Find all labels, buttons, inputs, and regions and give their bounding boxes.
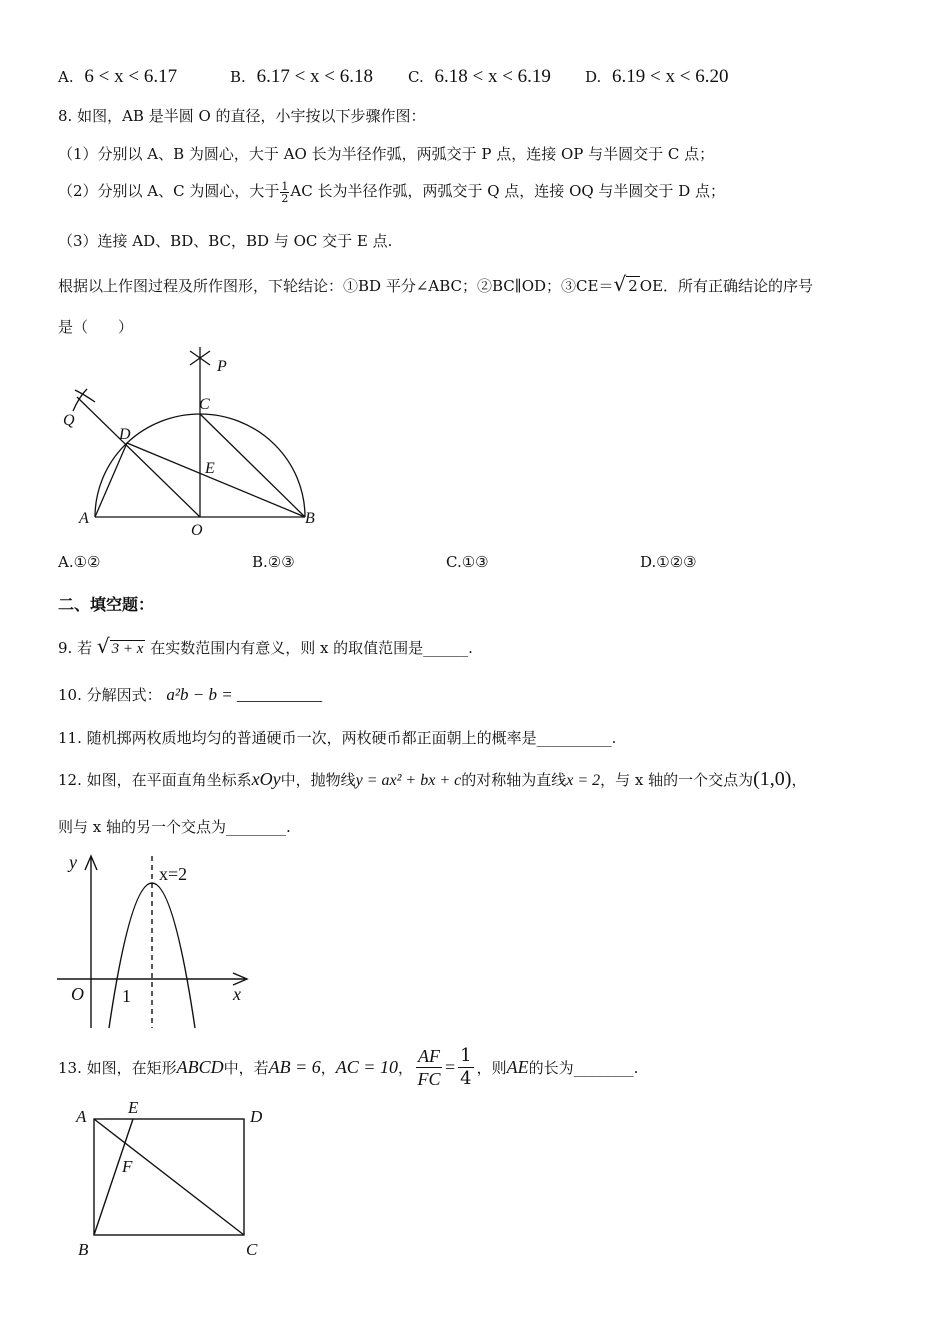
option-letter: D. bbox=[640, 553, 657, 571]
option-letter: A. bbox=[58, 68, 74, 86]
half-fraction bbox=[280, 181, 289, 204]
q12-mid1: 中，抛物线 bbox=[280, 771, 356, 789]
label-f: F bbox=[122, 1157, 133, 1176]
q7-option-d bbox=[585, 66, 728, 88]
label-b: B bbox=[305, 510, 315, 527]
q13-ab: AB = 6 bbox=[268, 1057, 321, 1077]
q13-comma1: ， bbox=[320, 1059, 336, 1077]
option-math: 6.17 < x < 6.18 bbox=[256, 66, 374, 87]
option-text: ②③ bbox=[267, 553, 295, 571]
frac-num: 1 bbox=[281, 179, 289, 193]
q8-conclusion-line2: 是（ ） bbox=[58, 318, 134, 336]
q8-step3: （3）连接 AD、BD、BC，BD 与 OC 交于 E 点. bbox=[58, 232, 393, 250]
q9-post: 在实数范围内有意义，则 x 的取值范围是______. bbox=[150, 639, 473, 657]
q13-pre: 13. 如图，在矩形 bbox=[58, 1059, 177, 1077]
q12-line2: 则与 x 轴的另一个交点为________. bbox=[58, 818, 291, 836]
frac-den: 4 bbox=[460, 1068, 472, 1089]
q12-mid3: ，与 x 轴的一个交点为 bbox=[600, 771, 754, 789]
segment-bc bbox=[200, 414, 305, 517]
option-letter: B. bbox=[252, 553, 268, 571]
q7-option-b bbox=[230, 66, 373, 88]
q8-option-a bbox=[58, 553, 101, 571]
q13-mid1: 中，若 bbox=[223, 1059, 269, 1077]
q12-axis: x = 2 bbox=[566, 772, 601, 789]
q12-end: ， bbox=[791, 771, 807, 789]
sqrt-icon: √ bbox=[613, 272, 627, 296]
label-o: O bbox=[71, 984, 84, 1004]
q10-math: a²b − b = __________ bbox=[166, 685, 322, 704]
q12-pre: 12. 如图，在平面直角坐标系 bbox=[58, 771, 252, 789]
q11: 11. 随机掷两枚质地均匀的普通硬币一次，两枚硬币都正面朝上的概率是__________. bbox=[58, 729, 617, 747]
q12-line1 bbox=[58, 768, 806, 791]
q13-post: ，则 bbox=[476, 1059, 507, 1077]
label-one: 1 bbox=[122, 986, 131, 1006]
label-c: C bbox=[199, 396, 210, 413]
option-letter: D. bbox=[585, 68, 602, 86]
label-q: Q bbox=[63, 412, 75, 429]
label-a: A bbox=[79, 510, 89, 527]
q9 bbox=[58, 634, 473, 658]
option-letter: A. bbox=[58, 553, 74, 571]
label-axis: x=2 bbox=[159, 864, 188, 884]
frac-den: FC bbox=[417, 1069, 441, 1089]
option-text: ①②③ bbox=[656, 553, 697, 571]
conclusion-pre: 根据以上作图过程及所作图形，下轮结论：①BD 平分∠ABC；②BC∥OD；③CE＝ bbox=[58, 277, 614, 295]
semicircle-figure bbox=[55, 345, 335, 540]
q7-option-c bbox=[408, 66, 551, 88]
frac-den: 2 bbox=[281, 191, 289, 205]
option-letter: C. bbox=[408, 68, 424, 86]
label-o: O bbox=[191, 522, 203, 539]
q8-step1: （1）分别以 A、B 为圆心，大于 AO 长为半径作弧，两弧交于 P 点，连接 OP 与半圆交于 C 点； bbox=[58, 145, 715, 163]
sqrt-icon: √ bbox=[96, 634, 110, 658]
step2-post: AC 长为半径作弧，两弧交于 Q 点，连接 OQ 与半圆交于 D 点； bbox=[290, 182, 725, 200]
equals-sign: = bbox=[444, 1057, 456, 1077]
label-a: A bbox=[76, 1107, 87, 1126]
rectangle-figure bbox=[70, 1095, 280, 1265]
af-fc-fraction bbox=[416, 1045, 442, 1090]
q12-point: (1,0) bbox=[753, 768, 792, 790]
q8-conclusion bbox=[58, 272, 813, 296]
q8-stem: 8. 如图，AB 是半圆 O 的直径，小宇按以下步骤作图： bbox=[58, 107, 426, 125]
q8-option-c bbox=[446, 553, 489, 571]
label-c: C bbox=[246, 1240, 258, 1259]
diagonal-ac bbox=[94, 1119, 244, 1235]
option-letter: C. bbox=[446, 553, 462, 571]
frac-num: AF bbox=[417, 1046, 440, 1066]
q13-ae: AE bbox=[506, 1057, 529, 1077]
q13 bbox=[58, 1045, 638, 1090]
label-x: x bbox=[233, 984, 241, 1004]
q7-option-a bbox=[58, 66, 177, 88]
segment-bd bbox=[127, 443, 305, 517]
q13-comma2: ， bbox=[397, 1059, 413, 1077]
label-d: D bbox=[119, 426, 131, 443]
option-text: ①③ bbox=[461, 553, 489, 571]
q9-radicand: 3 + x bbox=[111, 641, 144, 657]
label-e: E bbox=[205, 460, 215, 477]
q10 bbox=[58, 684, 322, 705]
sqrt-radicand: 2 bbox=[628, 277, 638, 295]
step2-pre: （2）分别以 A、C 为圆心，大于 bbox=[58, 182, 280, 200]
q13-ac: AC = 10 bbox=[335, 1057, 398, 1077]
option-math: 6 < x < 6.17 bbox=[84, 66, 178, 87]
option-text: ①② bbox=[73, 553, 101, 571]
q9-pre: 9. 若 bbox=[58, 639, 93, 657]
conclusion-post: OE．所有正确结论的序号 bbox=[639, 277, 814, 295]
label-e: E bbox=[128, 1098, 139, 1117]
label-d: D bbox=[250, 1107, 263, 1126]
q8-step2 bbox=[58, 180, 725, 204]
label-y: y bbox=[69, 852, 77, 872]
option-math: 6.19 < x < 6.20 bbox=[612, 66, 729, 87]
value-fraction bbox=[458, 1045, 473, 1090]
parabola-figure bbox=[55, 848, 260, 1033]
option-letter: B. bbox=[230, 68, 246, 86]
q8-option-d bbox=[640, 553, 697, 571]
option-math: 6.18 < x < 6.19 bbox=[434, 66, 551, 87]
q12-parabola: y = ax² + bx + c bbox=[355, 772, 462, 789]
section-title: 二、填空题： bbox=[58, 595, 155, 614]
frac-num: 1 bbox=[460, 1045, 472, 1066]
q12-xoy: xOy bbox=[251, 769, 281, 789]
segment-ad bbox=[95, 443, 127, 517]
q10-pre: 10. 分解因式： bbox=[58, 686, 162, 704]
q8-option-b bbox=[252, 553, 295, 571]
label-p: P bbox=[217, 358, 227, 375]
q13-abcd: ABCD bbox=[176, 1057, 224, 1077]
label-b: B bbox=[78, 1240, 89, 1259]
q12-mid2: 的对称轴为直线 bbox=[461, 771, 567, 789]
segment-be bbox=[94, 1119, 133, 1235]
q13-end: 的长为________. bbox=[528, 1059, 639, 1077]
